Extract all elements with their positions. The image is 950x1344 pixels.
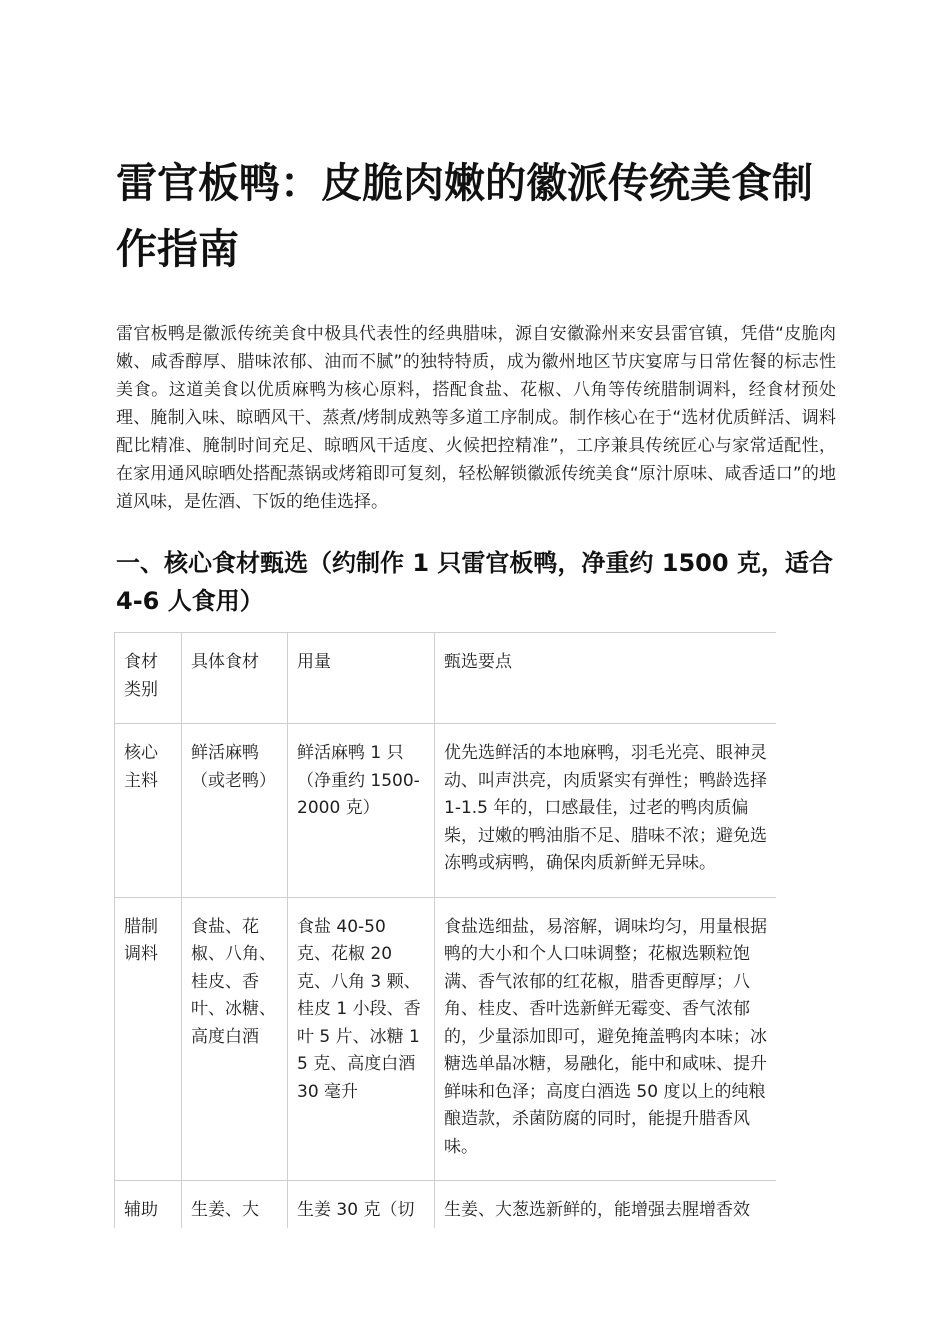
section-heading: 一、核心食材甄选（约制作 1 只雷官板鸭，净重约 1500 克，适合 4-6 人食用） — [116, 549, 833, 615]
cell-tips: 食盐选细盐，易溶解，调味均匀，用量根据鸭的大小和个人口味调整；花椒选颗粒饱满、香气浓郁的红花椒，腊香更醇厚；八角、桂皮、香叶选新鲜无霉变、香气浓郁的，少量添加即可，避免掩盖鸭肉本味；冰糖选单晶冰糖，易融化，能中和咸味、提升鲜味和色泽；高度白酒选 50 度以上的纯粮酿造款，杀菌防腐的同时，能提升腊香风味。 — [435, 897, 777, 1181]
intro-paragraph: 雷官板鸭是徽派传统美食中极具代表性的经典腊味，源自安徽滁州来安县雷官镇，凭借“皮脆肉嫩、咸香醇厚、腊味浓郁、油而不腻”的独特特质，成为徽州地区节庆宴席与日常佐餐的标志性美食。这道美食以优质麻鸭为核心原料，搭配食盐、花椒、八角等传统腊制调料，经食材预处理、腌制入味、晾晒风干、蒸煮/烤制成熟等多道工序制成。制作核心在于“选材优质鲜活、调料配比精准、腌制时间充足、晾晒风干适度、火候把控精准”，工序兼具传统匠心与家常适配性，在家用通风晾晒处搭配蒸锅或烤箱即可复刻，轻松解锁徽派传统美食“原汁原味、咸香适口”的地道风味，是佐酒、下饭的绝佳选择。 — [116, 324, 836, 512]
cell-amount: 鲜活麻鸭 1 只（净重约 1500-2000 克） — [288, 724, 435, 898]
ingredients-table — [114, 632, 776, 1228]
cell-ingredient: 食盐、花椒、八角、桂皮、香叶、冰糖、高度白酒 — [182, 897, 288, 1181]
cell-category: 辅助 — [115, 1181, 182, 1229]
cell-category: 核心主料 — [115, 724, 182, 898]
cell-tips: 优先选鲜活的本地麻鸭，羽毛光亮、眼神灵动、叫声洪亮，肉质紧实有弹性；鸭龄选择 1-1.5 年的，口感最佳，过老的鸭肉质偏柴，过嫩的鸭油脂不足、腊味不浓；避免选冻鸭或病鸭，确保肉质新鲜无异味。 — [435, 724, 777, 898]
cell-amount: 生姜 30 克（切 — [288, 1181, 435, 1229]
table-row — [115, 1181, 777, 1229]
page-title: 雷官板鸭：皮脆肉嫩的徽派传统美食制作指南 — [116, 159, 813, 273]
table-row — [115, 724, 777, 898]
ingredients-table-container — [114, 632, 776, 1228]
table-header-row — [115, 633, 777, 724]
cell-category: 腊制调料 — [115, 897, 182, 1181]
header-amount: 用量 — [288, 633, 435, 724]
cell-ingredient: 鲜活麻鸭（或老鸭） — [182, 724, 288, 898]
cell-ingredient: 生姜、大 — [182, 1181, 288, 1229]
cell-amount: 食盐 40-50 克、花椒 20 克、八角 3 颗、桂皮 1 小段、香叶 5 片、冰糖 15 克、高度白酒 30 毫升 — [288, 897, 435, 1181]
table-row — [115, 897, 777, 1181]
header-ingredient: 具体食材 — [182, 633, 288, 724]
header-category: 食材类别 — [115, 633, 182, 724]
cell-tips: 生姜、大葱选新鲜的，能增强去腥增香效 — [435, 1181, 777, 1229]
header-tips: 甄选要点 — [435, 633, 777, 724]
